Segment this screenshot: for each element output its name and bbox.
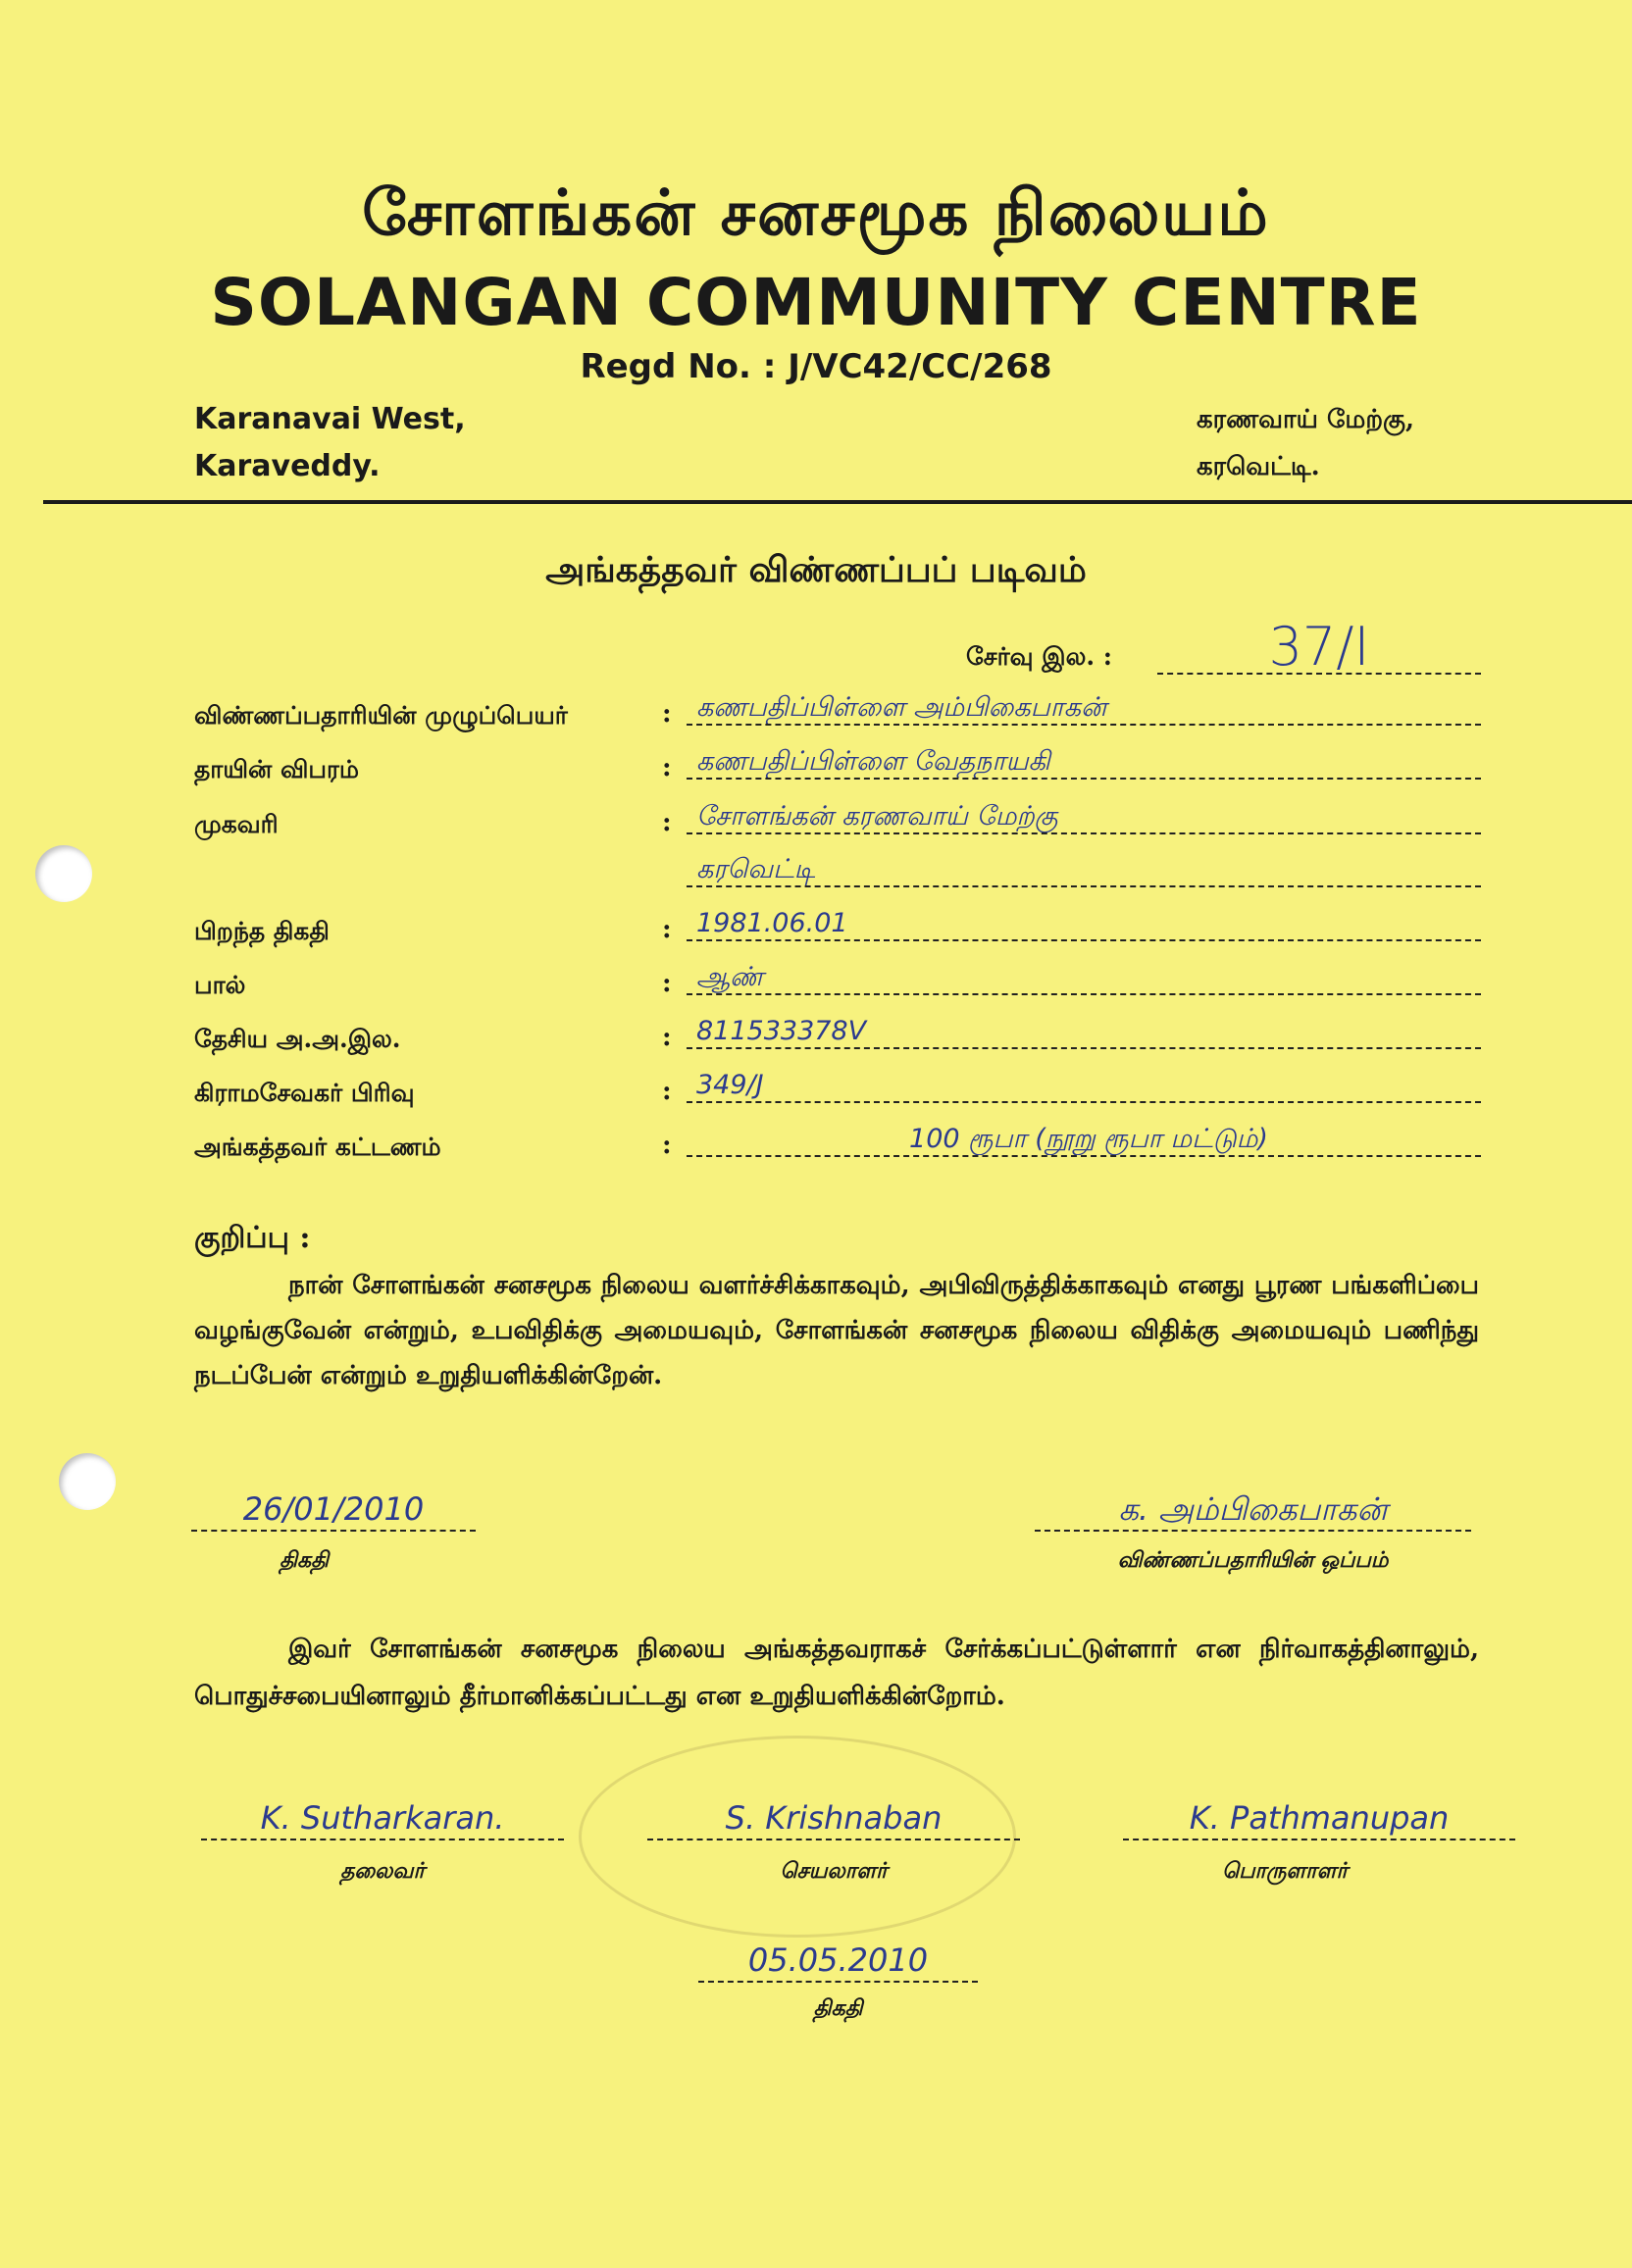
address-english [194,396,466,490]
applicant-signature-value[interactable]: க. அம்பிகைபாகன் [1035,1490,1471,1532]
field-value-gn-division[interactable]: 349/J [687,1070,1481,1103]
address-english-line2: Karaveddy. [194,449,381,483]
address-tamil-line1: கரணவாய் மேற்கு, [1197,405,1415,434]
title-tamil: சோளங்கன் சனசமூக நிலையம் [362,176,1270,250]
field-colon: : [662,699,672,729]
field-colon: : [662,1077,672,1106]
field-label-address: முகவரி [194,810,279,838]
field-label-gn-division: கிராமசேவகர் பிரிவு [194,1079,415,1107]
secretary-caption: செயலாளர் [780,1858,888,1884]
field-colon: : [662,1131,672,1160]
address-tamil [1197,396,1414,490]
field-value-date-of-birth[interactable]: 1981.06.01 [687,908,1481,941]
field-value-gender[interactable]: ஆண் [687,962,1481,995]
field-label-gender: பால் [194,971,246,999]
note-heading: குறிப்பு : [194,1221,311,1255]
field-value-membership-fee[interactable]: 100 ரூபா (நூறு ரூபா மட்டும்) [687,1124,1481,1157]
address-english-line1: Karanavai West, [194,402,466,436]
header-divider [43,500,1632,504]
president-caption: தலைவர் [340,1858,425,1884]
applicant-date-value[interactable]: 26/01/2010 [191,1490,476,1532]
treasurer-signature[interactable]: K. Pathmanupan [1123,1799,1515,1840]
form-title: அங்கத்தவர் விண்ணப்பப் படிவம் [545,549,1087,590]
president-signature[interactable]: K. Sutharkaran. [201,1799,564,1840]
field-value-nic-number[interactable]: 811533378V [687,1016,1481,1049]
field-colon: : [662,753,672,782]
approval-date-value[interactable]: 05.05.2010 [698,1941,978,1983]
serial-label: சேர்வு இல. : [966,642,1112,671]
punch-hole-bottom [59,1453,116,1510]
field-label-nic-number: தேசிய அ.அ.இல. [194,1025,401,1053]
field-label-membership-fee: அங்கத்தவர் கட்டணம் [194,1133,441,1161]
confirmation-text: இவர் சோளங்கன் சனசமூக நிலைய அங்கத்தவராகச் சேர்க்கப்பட்டுள்ளார் என நிர்வாகத்தினாலும், பொதுச்சபையினாலும் தீர்மானிக்கப்பட்டது என உறுதியளிக்கின்றோம். [194,1635,1479,1711]
field-value-address-line2[interactable]: கரவெட்டி [687,854,1481,887]
approval-date-caption: திகதி [813,1995,863,2021]
note-text: நான் சோளங்கன் சனசமூக நிலைய வளர்ச்சிக்காகவும், அபிவிருத்திக்காகவும் எனது பூரண பங்களிப்பை வழங்குவேன் என்றும், உபவிதிக்கு அமையவும், சோளங்கன் சனசமூக நிலைய விதிக்கு அமையவும் பணிந்து நடப்பேன் என்றும் உறுதியளிக்கின்றேன். [194,1271,1479,1390]
field-colon: : [662,969,672,998]
field-colon: : [662,1023,672,1052]
field-label-date-of-birth: பிறந்த திகதி [194,917,330,945]
field-colon: : [662,915,672,944]
field-value-address-line1[interactable]: சோளங்கன் கரணவாய் மேற்கு [687,801,1481,834]
field-value-mother-details[interactable]: கணபதிப்பிள்ளை வேதநாயகி [687,746,1481,780]
title-english: SOLANGAN COMMUNITY CENTRE [210,265,1422,340]
treasurer-caption: பொருளாளர் [1221,1858,1349,1884]
punch-hole-top [35,845,92,902]
serial-value[interactable]: 37/I [1157,616,1481,675]
field-colon: : [662,808,672,837]
field-label-mother-details: தாயின் விபரம் [194,755,360,783]
field-label-full-name: விண்ணப்பதாரியின் முழுப்பெயர் [194,701,568,730]
applicant-date-caption: திகதி [279,1547,330,1573]
address-tamil-line2: கரவெட்டி. [1197,452,1320,481]
secretary-signature[interactable]: S. Krishnaban [647,1799,1020,1840]
applicant-signature-caption: விண்ணப்பதாரியின் ஒப்பம் [1117,1547,1389,1573]
registration-number: Regd No. : J/VC42/CC/268 [580,347,1052,386]
field-value-full-name[interactable]: கணபதிப்பிள்ளை அம்பிகைபாகன் [687,692,1481,726]
